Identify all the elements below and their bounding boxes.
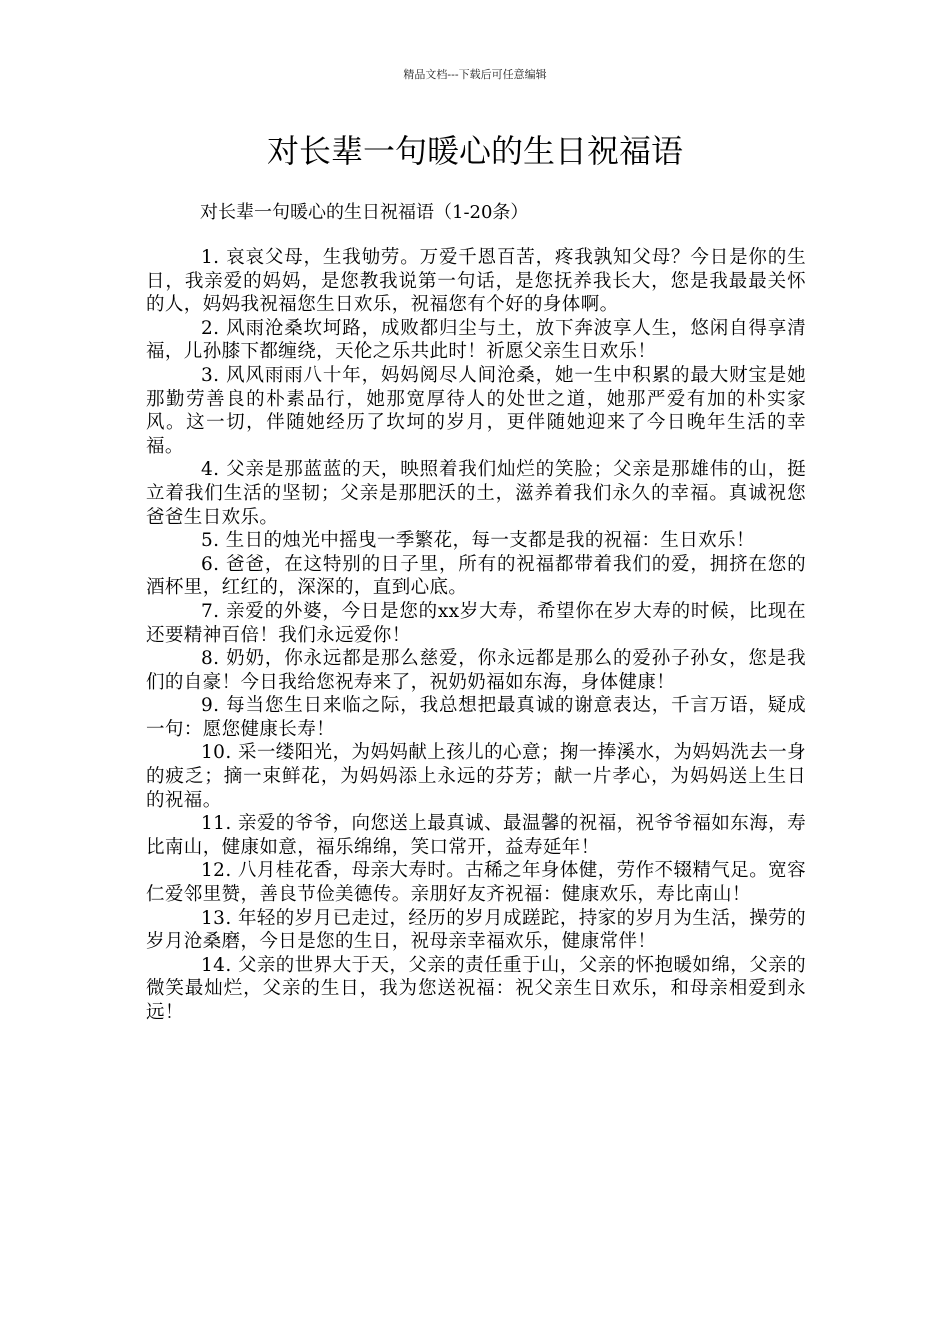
paragraph-14: 14. 父亲的世界大于天，父亲的责任重于山，父亲的怀抱暖如绵，父亲的微笑最灿烂，父亲的生日，我为您送祝福：祝父亲生日欢乐，和母亲相爱到永远！ (146, 954, 806, 1023)
subtitle: 对长辈一句暖心的生日祝福语（1-20条） (200, 202, 529, 223)
content-body (146, 246, 806, 1025)
paragraph-7: 7. 亲爱的外婆，今日是您的xx岁大寿，希望你在岁大寿的时候，比现在还要精神百倍！我们永远爱你！ (146, 600, 806, 646)
paragraph-5: 5. 生日的烛光中摇曳一季繁花，每一支都是我的祝福：生日欢乐！ (201, 530, 755, 552)
paragraph-1: 1. 哀哀父母，生我劬劳。万爱千恩百苦，疼我孰知父母？今日是你的生日，我亲爱的妈妈，是您教我说第一句话，是您抚养我长大，您是我最最关怀的人，妈妈我祝福您生日欢乐，祝福您有个好的身体啊。 (146, 247, 806, 316)
paragraph-12: 12. 八月桂花香，母亲大寿时。古稀之年身体健，劳作不辍精气足。宽容仁爱邻里赞，善良节俭美德传。亲朋好友齐祝福：健康欢乐，寿比南山！ (146, 860, 806, 906)
paragraph-11: 11. 亲爱的爷爷，向您送上最真诚、最温馨的祝福，祝爷爷福如东海，寿比南山，健康如意，福乐绵绵，笑口常开，益寿延年！ (146, 813, 806, 858)
paragraph-8: 8. 奶奶，你永远都是那么慈爱，你永远都是那么的爱孙子孙女，您是我们的自豪！今日我给您祝寿来了，祝奶奶福如东海，身体健康！ (146, 648, 806, 693)
paragraph-2: 2. 风雨沧桑坎坷路，成败都归尘与土，放下奔波享人生，悠闲自得享清福，儿孙膝下都缠绕，天伦之乐共此时！祈愿父亲生日欢乐！ (146, 317, 806, 363)
page-title: 对长辈一句暖心的生日祝福语 (266, 132, 683, 170)
header-note: 精品文档---下载后可任意编辑 (403, 68, 547, 81)
paragraph-9: 9. 每当您生日来临之际，我总想把最真诚的谢意表达，千言万语，疑成一句：愿您健康长寿！ (146, 695, 806, 740)
paragraph-4: 4. 父亲是那蓝蓝的天，映照着我们灿烂的笑脸；父亲是那雄伟的山，挺立着我们生活的坚韧；父亲是那肥沃的土，滋养着我们永久的幸福。真诚祝您爸爸生日欢乐。 (146, 459, 806, 528)
paragraph-6: 6. 爸爸，在这特别的日子里，所有的祝福都带着我们的爱，拥挤在您的酒杯里，红红的，深深的，直到心底。 (146, 553, 806, 599)
paragraph-3: 3. 风风雨雨八十年，妈妈阅尽人间沧桑，她一生中积累的最大财宝是她那勤劳善良的朴素品行，她那宽厚待人的处世之道，她那严爱有加的朴实家风。这一切，伴随她经历了坎坷的岁月，更伴随她迎来了今日晚年生活的幸福。 (146, 364, 806, 457)
paragraph-13: 13. 年轻的岁月已走过，经历的岁月成蹉跎，持家的岁月为生活，操劳的岁月沧桑磨，今日是您的生日，祝母亲幸福欢乐，健康常伴！ (146, 907, 806, 953)
paragraph-10: 10. 采一缕阳光，为妈妈献上孩儿的心意；掬一捧溪水，为妈妈洗去一身的疲乏；摘一束鲜花，为妈妈添上永远的芬芳；献一片孝心，为妈妈送上生日的祝福。 (146, 742, 806, 811)
